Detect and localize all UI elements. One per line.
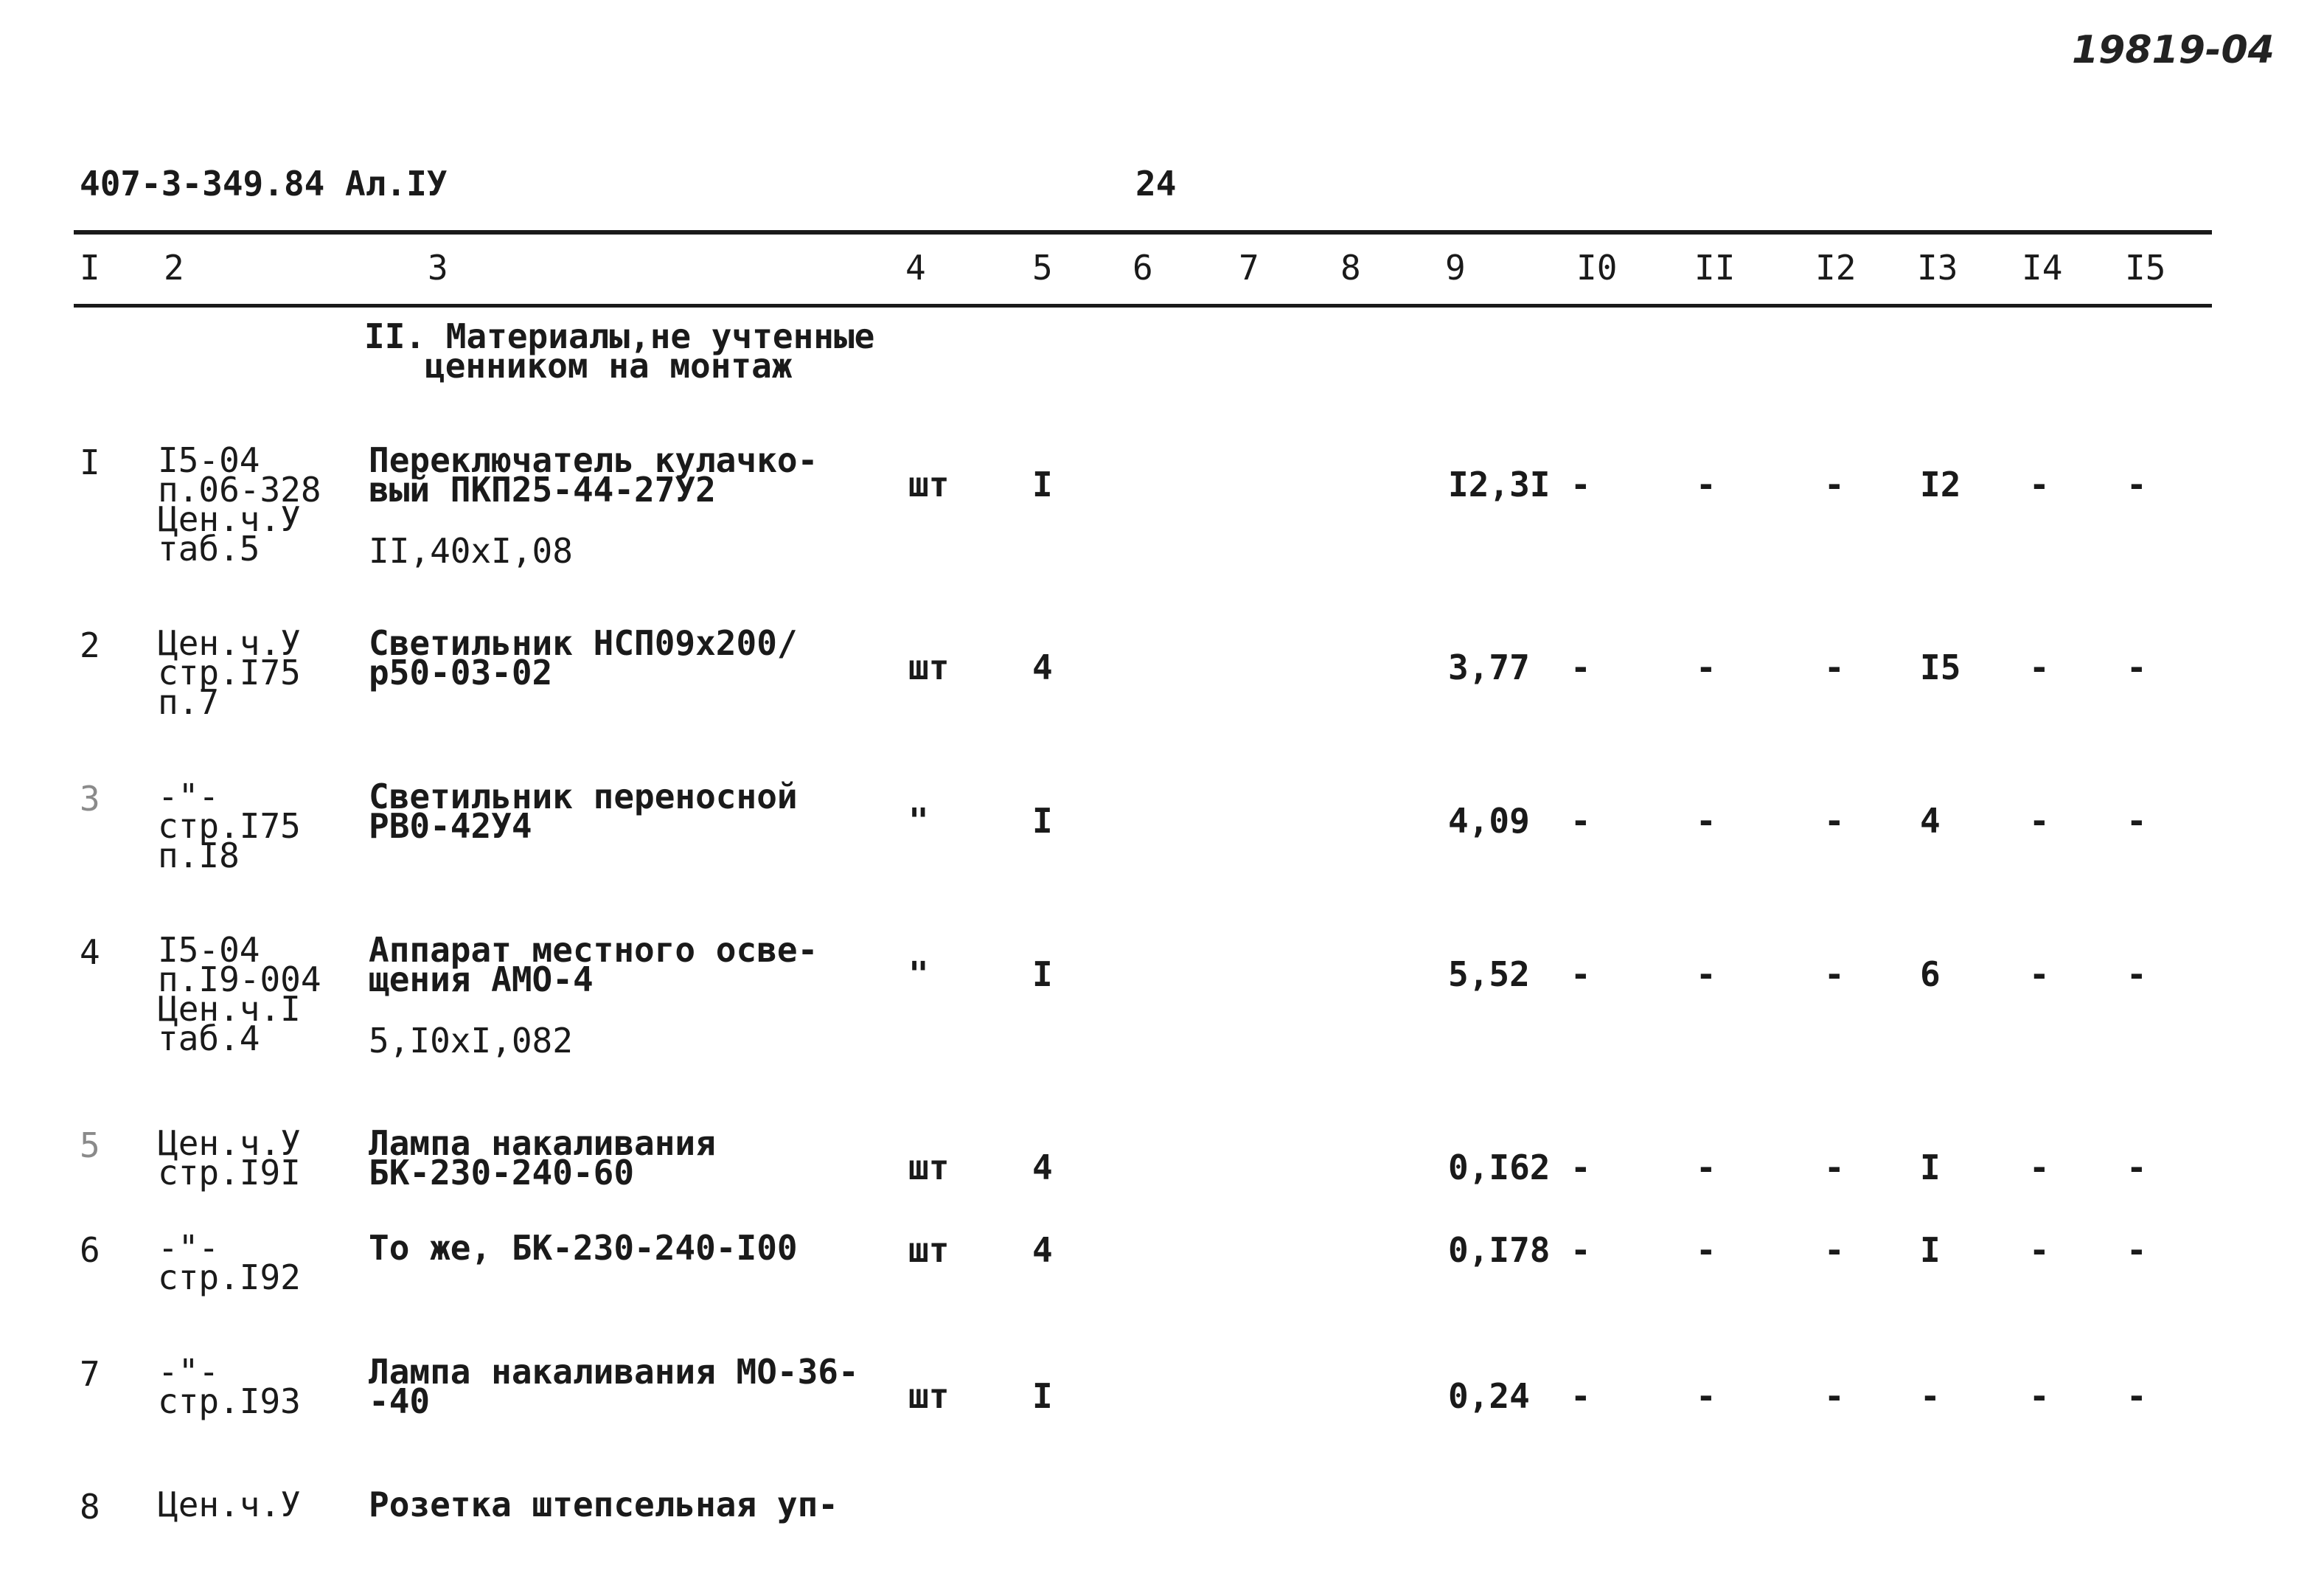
column-13-value: I [1920,1230,1941,1270]
unit-of-measure: шт [908,1148,950,1187]
item-name-line: Розетка штепсельная уп- [369,1485,838,1524]
reference-cell [158,930,321,1058]
column-15-value: - [2126,1376,2147,1416]
column-12-value: - [1824,1376,1845,1416]
reference-cell [158,1228,301,1297]
column-number: I3 [1917,248,1958,288]
item-name-line: Светильник переносной [369,777,798,816]
column-11-value: - [1696,1148,1716,1187]
reference-cell [158,1123,301,1193]
reference-line: стр.I75 [158,653,301,693]
header-rule-top [74,230,2212,235]
item-name-line: р50-03-02 [369,653,553,693]
unit-price: 0,24 [1448,1376,1530,1416]
row-number: 6 [80,1230,100,1270]
column-number: I2 [1815,248,1857,288]
quantity: 4 [1032,1230,1053,1270]
column-11-value: - [1696,801,1716,841]
column-number: 3 [428,248,448,288]
column-number: 7 [1239,248,1259,288]
reference-line: Цен.ч.У [158,1123,301,1163]
archive-stamp: 19819-04 [2072,28,2275,72]
row-number: 7 [80,1354,100,1394]
reference-line: -"- [158,777,220,816]
section-title-line-1: II. Материалы,не учтенные [364,316,875,356]
column-13-value: 6 [1920,954,1941,994]
reference-line: I5-04 [158,440,260,480]
item-name-line: -40 [369,1381,431,1421]
column-15-value: - [2126,954,2147,994]
column-11-value: - [1696,465,1716,504]
column-13-value: - [1920,1376,1941,1416]
column-11-value: - [1696,954,1716,994]
unit-of-measure: шт [908,648,950,687]
column-number: 4 [905,248,926,288]
unit-of-measure: " [908,954,929,994]
column-12-value: - [1824,954,1845,994]
reference-cell [158,440,321,569]
item-name [369,777,798,846]
column-number: 9 [1445,248,1466,288]
reference-line: таб.4 [158,1018,260,1058]
column-12-value: - [1824,465,1845,504]
column-number: I0 [1576,248,1618,288]
quantity: I [1032,801,1053,841]
unit-of-measure: шт [908,1376,950,1416]
column-14-value: - [2029,954,2050,994]
item-name [369,623,798,693]
quantity: I [1032,1376,1053,1416]
unit-of-measure: " [908,801,929,841]
column-10-value: - [1570,465,1591,504]
column-13-value: I2 [1920,465,1961,504]
column-14-value: - [2029,801,2050,841]
quantity: 4 [1032,648,1053,687]
item-name-line: Лампа накаливания [369,1123,716,1163]
reference-line: Цен.ч.I [158,989,301,1029]
price-formula: II,40хI,08 [369,531,573,571]
row-number: 2 [80,625,100,665]
quantity: I [1032,954,1053,994]
column-10-value: - [1570,1376,1591,1416]
item-name [369,1352,859,1421]
column-number: 2 [164,248,184,288]
header-rule-bottom [74,304,2212,308]
quantity: 4 [1032,1148,1053,1187]
item-name-line: БК-230-240-60 [369,1153,635,1193]
column-number: I4 [2022,248,2063,288]
unit-price: 3,77 [1448,648,1530,687]
column-number: II [1694,248,1736,288]
reference-line: Цен.ч.У [158,1485,301,1524]
column-number: 6 [1133,248,1153,288]
item-name [369,1228,798,1268]
column-15-value: - [2126,465,2147,504]
row-number: 3 [80,779,100,819]
column-13-value: I [1920,1148,1941,1187]
column-12-value: - [1824,1148,1845,1187]
reference-line: I5-04 [158,930,260,970]
column-14-value: - [2029,465,2050,504]
reference-line: -"- [158,1228,220,1268]
section-title [364,316,875,386]
column-12-value: - [1824,1230,1845,1270]
reference-line: п.I9-004 [158,959,321,999]
column-number: I [80,248,100,288]
reference-line: стр.I93 [158,1381,301,1421]
reference-line: Цен.ч.У [158,623,301,663]
unit-price: 0,I62 [1448,1148,1551,1187]
column-15-value: - [2126,801,2147,841]
item-name-line: РВ0-42У4 [369,806,532,846]
unit-price: 0,I78 [1448,1230,1551,1270]
column-10-value: - [1570,801,1591,841]
column-10-value: - [1570,954,1591,994]
column-10-value: - [1570,1148,1591,1187]
reference-line: стр.I75 [158,806,301,846]
column-11-value: - [1696,648,1716,687]
quantity: I [1032,465,1053,504]
reference-cell [158,623,301,722]
item-name [369,1485,838,1524]
price-formula: 5,I0хI,082 [369,1021,573,1061]
reference-line: стр.I9I [158,1153,301,1193]
column-15-value: - [2126,1148,2147,1187]
unit-of-measure: шт [908,1230,950,1270]
reference-line: -"- [158,1352,220,1392]
reference-cell [158,1352,301,1421]
reference-line: таб.5 [158,529,260,569]
reference-line: Цен.ч.У [158,499,301,539]
item-name [369,440,818,510]
unit-of-measure: шт [908,465,950,504]
column-10-value: - [1570,648,1591,687]
section-title-line-2: ценником на монтаж [425,346,793,386]
reference-line: п.7 [158,682,220,722]
reference-line: стр.I92 [158,1257,301,1297]
column-11-value: - [1696,1230,1716,1270]
column-14-value: - [2029,1148,2050,1187]
unit-price: 4,09 [1448,801,1530,841]
reference-line: п.06-328 [158,470,321,510]
document-code: 407-3-349.84 Ал.IУ [80,164,448,204]
row-number: 4 [80,932,100,972]
item-name-line: Лампа накаливания МО-36- [369,1352,859,1392]
column-15-value: - [2126,1230,2147,1270]
column-12-value: - [1824,648,1845,687]
item-name-line: Аппарат местного осве- [369,930,818,970]
column-13-value: I5 [1920,648,1961,687]
reference-cell [158,777,301,875]
page-number: 24 [1135,164,1177,204]
item-name-line: щения АМО-4 [369,959,594,999]
column-number: 5 [1032,248,1053,288]
reference-cell [158,1485,301,1524]
row-number: 5 [80,1125,100,1165]
row-number: I [80,442,100,482]
column-number: I5 [2125,248,2166,288]
column-number: 8 [1340,248,1361,288]
column-11-value: - [1696,1376,1716,1416]
item-name-line: То же, БК-230-240-I00 [369,1228,798,1268]
column-12-value: - [1824,801,1845,841]
column-14-value: - [2029,1376,2050,1416]
row-number: 8 [80,1487,100,1527]
item-name [369,1123,716,1193]
unit-price: 5,52 [1448,954,1530,994]
column-14-value: - [2029,1230,2050,1270]
item-name-line: Переключатель кулачко- [369,440,818,480]
item-name-line: вый ПКП25-44-27У2 [369,470,716,510]
item-name [369,930,818,999]
column-10-value: - [1570,1230,1591,1270]
unit-price: I2,3I [1448,465,1551,504]
item-name-line: Светильник НСП09х200/ [369,623,798,663]
column-14-value: - [2029,648,2050,687]
column-13-value: 4 [1920,801,1941,841]
reference-line: п.I8 [158,836,240,875]
column-15-value: - [2126,648,2147,687]
